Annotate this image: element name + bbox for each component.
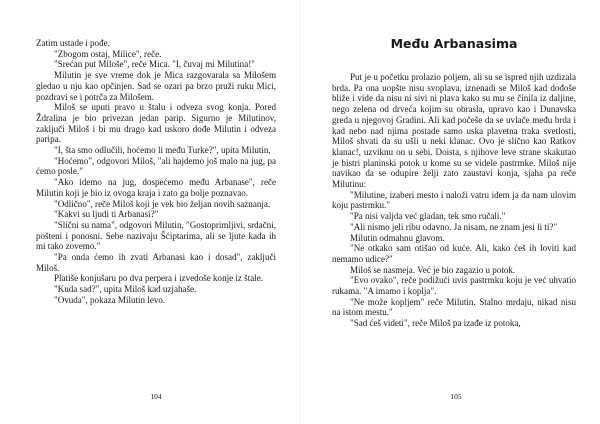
paragraph: Put je u početku prolazio poljem, ali su se ispred njih uzdizala brda. Pa ona uopšte nisu svoplava, iznenadi se Miloš kad dođoše bliže i vide da nisu ni sivi ni plava kako su mu se činila iz daljine, nego zelena od drveća kojim su obrasla, upravo kao i Dunavska greda u njegovoj Gradini. Ali kad počeše da se uvlače među brda i kad nebo nad njima postade samo uska plavetna traka svetlosti, Miloš shvati da su ušli u neki klanac. Ovo je slično kao Ratkov klanac!, uzviknu on u sebi. Doista, s njihove leve strane skakutao je bistri planinski potok u kome su se videle pastrmke. Miloš nije navikao da se odupire želji zato zaustavi konja, sjaha pa reče Milutinu: bbox=[332, 72, 576, 190]
paragraph: "Milutine, izaberi mesto i naloži vatru idem ja da nam ulovim koju pastrmku." bbox=[332, 189, 576, 211]
paragraph: Miloš se nasmeja. Već je bio zagazio u potok. bbox=[350, 264, 516, 275]
paragraph: "Ovuda", pokaza Milutin levo. bbox=[54, 294, 166, 305]
paragraph: "Ne otkako sam otišao od kuće. Ali, kako ćeš ih loviti kad nemamo udice?" bbox=[332, 243, 576, 264]
paragraph: "Ako idemo na jug, dospećemo među Arbanase", reče Milutin koji je bio iz ovoga kraja i zato ga bolje poznavao. bbox=[36, 177, 276, 198]
left-page-number: 104 bbox=[150, 392, 162, 401]
paragraph: "Ne može kopljem" reče Milutin. Stalno mrdaju, nikad nisu na istom mestu." bbox=[332, 296, 576, 318]
paragraph: "Pa onda ćemo ih zvati Arbanasi kao i dosad", zaključi Miloš. bbox=[36, 252, 276, 273]
paragraph: "Odlično", reče Miloš koji je vek bio željan novih saznanja. bbox=[54, 198, 271, 209]
chapter-title: Među Arbanasima bbox=[390, 36, 518, 51]
paragraph: "Ali nismo jeli ribu odavno. Ja nisam, ne znam jesi li ti?" bbox=[350, 221, 558, 232]
paragraph: Milutin je sve vreme dok je Mica razgovarala sa Milošem gledao u nju kao opčinjen. Sad se ozari pa brzo pruži ruku Mici, pozdravi se i potrča za Milošem. bbox=[36, 70, 276, 102]
left-page-text bbox=[36, 38, 276, 306]
paragraph: "I, šta smo odlučili, hoćemo li među Turke?", upita Milutin, bbox=[54, 145, 271, 156]
paragraph: Platiše konjušaru po dva perpera i izvedoše konje iz štale. bbox=[54, 273, 264, 284]
paragraph: "Kakvi su ljudi ti Arbanasi?" bbox=[54, 209, 159, 220]
paragraph: "Sad ćeš videti", reče Miloš pa izađe iz potoka, bbox=[350, 318, 521, 329]
paragraph: Zatim ustade i pođe. bbox=[36, 38, 110, 48]
paragraph: "Evo ovako", reče podižući uvis pastrmku koju je već uhvatio rukama. "A imamo i koplja". bbox=[332, 275, 576, 297]
right-page-number: 105 bbox=[450, 392, 462, 401]
paragraph: "Hoćemo", odgovori Miloš, "ali hajdemo još malo na jug, pa ćemo posle." bbox=[36, 155, 276, 177]
paragraph: "Kuda sad?", upita Miloš kad uzjahaše. bbox=[54, 284, 197, 295]
book-gutter bbox=[299, 0, 301, 424]
paragraph: "Pa nisi valjda već gladan, tek smo ručali." bbox=[350, 211, 506, 222]
paragraph: "Srećan put Miloše", reče Mica. "I, čuvaj mi Milutina!" bbox=[54, 59, 255, 70]
paragraph: Miloš se uputi pravo u štalu i odveza svog konja. Pored Ždralina je bio privezan jedan parip. Sigurno je Milutinov, zaključi Miloš i bi mu drago kad uskoro dođe Milutin i odveza paripa. bbox=[36, 102, 276, 145]
paragraph: Milutin odmahnu glavom. bbox=[350, 232, 445, 243]
right-page-text bbox=[332, 72, 576, 329]
paragraph: "Slični su nama", odgovori Milutin, "Gostoprimljivi, srdačni, pošteni i ponosni. Sebe nazivaju Šćiptarima, ali se ljute kada ih mi tako zovemo." bbox=[36, 219, 276, 252]
paragraph: "Zbogom ostaj, Milice", reče. bbox=[54, 48, 162, 59]
